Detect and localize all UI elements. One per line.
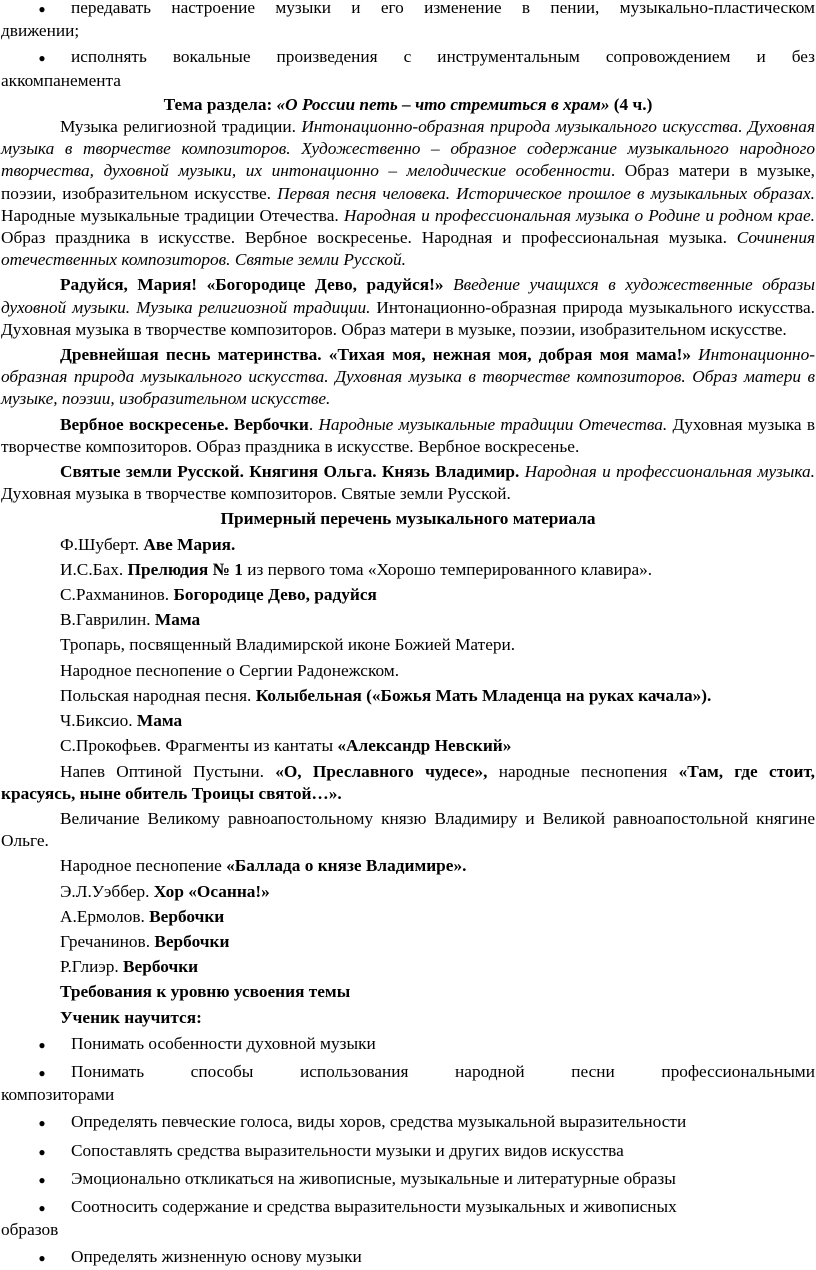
list-item: Народное песнопение «Баллада о князе Владимире». (60, 856, 467, 876)
bullet-icon: ● (38, 1116, 46, 1131)
bullet-icon: ● (38, 1251, 46, 1266)
bullet-icon: ● (38, 1200, 46, 1215)
lesson-title: Радуйся, Мария! «Богородице Дево, радуйся!» (60, 275, 444, 295)
section-title: Тема раздела: «О России петь – что стремиться в храм» (4 ч.) (163, 94, 653, 114)
list-item: Ч.Биксио. Мама (60, 711, 183, 731)
learner-title: Ученик научится: (60, 1007, 202, 1027)
list-item: ● Понимать способы использования народной песни профессиональными композиторами (1, 1061, 815, 1105)
list-item: Тропарь, посвященный Владимирской иконе Божией Матери. (60, 635, 516, 655)
list-item: С.Рахманинов. Богородице Дево, радуйся (60, 585, 377, 605)
list-item: Гречанинов. Вербочки (60, 931, 230, 951)
list-item: ● Соотносить содержание и средства выразительности музыкальных и живописных образов (1, 1196, 677, 1240)
section-summary: Музыка религиозной традиции. Интонационно-образная природа музыкального искусства. Духовная музыка в творчестве композиторов. Художественно – образное содержание музыкального народного творчества, духовной музыки, их интонационно – мелодические особенности. Образ матери в музыке, поэзии, изобразительном искусстве. Первая песня человека. Историческое прошлое в музыкальных образах. Народные музыкальные традиции Отечества. Народная и профессиональная музыка о Родине и родном крае. Образ праздника в искусстве. Вербное воскресенье. Народная и профессиональная музыка. Сочинения отечественных композиторов. Святые земли Русской. (1, 117, 815, 270)
list-item: ● Понимать особенности духовной музыки (1, 1033, 815, 1056)
bullet-icon: ● (38, 51, 46, 66)
list-item: ● Эмоционально откликаться на живописные, музыкальные и литературные образы (1, 1168, 815, 1191)
list-item: Величание Великому равноапостольному князю Владимиру и Великой равноапостольной княгине Ольге. (1, 808, 815, 851)
list-item (1, 0, 815, 42)
list-item: С.Прокофьев. Фрагменты из кантаты «Александр Невский» (60, 736, 512, 756)
list-item: А.Ермолов. Вербочки (60, 906, 225, 926)
lesson-title: Вербное воскресенье. Вербочки (60, 414, 309, 434)
list-item: ● Определять жизненную основу музыки (1, 1246, 815, 1269)
list-item-text: исполнять вокальные произведения с инструментальным сопровождением и без (71, 47, 815, 67)
bullet-icon: ● (38, 1144, 46, 1159)
list-item-continuation: движении; (1, 21, 80, 41)
lesson-paragraph: Радуйся, Мария! «Богородице Дево, радуйся!» Введение учащихся в художественные образы духовной музыки. Музыка религиозной традиции. Интонационно-образная природа музыкального искусства. Духовная музыка в творчестве композиторов. Образ матери в музыке, поэзии, изобразительном искусстве. (1, 275, 816, 339)
list-item: ● Определять певческие голоса, виды хоров, средства музыкальной выразительности (1, 1111, 815, 1134)
list-item: Э.Л.Уэббер. Хор «Осанна!» (60, 881, 270, 901)
lesson-paragraph: Древнейшая песнь материнства. «Тихая моя, нежная моя, добрая моя мама!» Интонационно-образная природа музыкального искусства. Духовная музыка в творчестве композиторов. Образ матери в музыке, поэзии, изобразительном искусстве. (1, 345, 816, 409)
lesson-title: Святые земли Русской. Княгиня Ольга. Князь Владимир. (60, 462, 520, 482)
bullet-icon: ● (38, 1172, 46, 1187)
list-item: И.С.Бах. Прелюдия № 1 из первого тома «Хорошо темперированного клавира». (60, 559, 653, 579)
list-item (1, 46, 815, 91)
list-item: Ф.Шуберт. Аве Мария. (60, 534, 236, 554)
lesson-paragraph: Вербное воскресенье. Вербочки. Народные музыкальные традиции Отечества. Духовная музыка в творчестве композиторов. Образ праздника в искусстве. Вербное воскресенье. (1, 414, 816, 456)
repertoire-title: Примерный перечень музыкального материала (220, 509, 596, 529)
list-item: Напев Оптиной Пустыни. «О, Преславного чудесе», народные песнопения «Там, где стоит, красуясь, ныне обитель Троицы святой…». (1, 761, 815, 803)
list-item: Польская народная песня. Колыбельная («Божья Мать Младенца на руках качала»). (60, 685, 712, 705)
list-item: ● Сопоставлять средства выразительности музыки и других видов искусства (1, 1140, 815, 1163)
requirements-title: Требования к уровню усвоения темы (60, 982, 351, 1002)
list-item-continuation: аккомпанемента (1, 70, 121, 90)
lesson-paragraph: Святые земли Русской. Княгиня Ольга. Князь Владимир. Народная и профессиональная музыка. Духовная музыка в творчестве композиторов. Святые земли Русской. (1, 462, 815, 504)
list-item-text: передавать настроение музыки и его изменение в пении, музыкально-пластическом (71, 0, 815, 17)
bullet-icon: ● (38, 1065, 46, 1080)
bullet-icon: ● (38, 2, 46, 16)
outcomes-list (1, 1033, 815, 1270)
list-item: Р.Глиэр. Вербочки (60, 957, 199, 977)
bullet-icon: ● (38, 1037, 46, 1052)
lesson-title: Древнейшая песнь материнства. «Тихая моя, нежная моя, добрая моя мама!» (60, 345, 691, 365)
list-item: В.Гаврилин. Мама (60, 610, 201, 630)
repertoire-list (1, 534, 815, 979)
list-item: Народное песнопение о Сергии Радонежском. (60, 660, 400, 680)
